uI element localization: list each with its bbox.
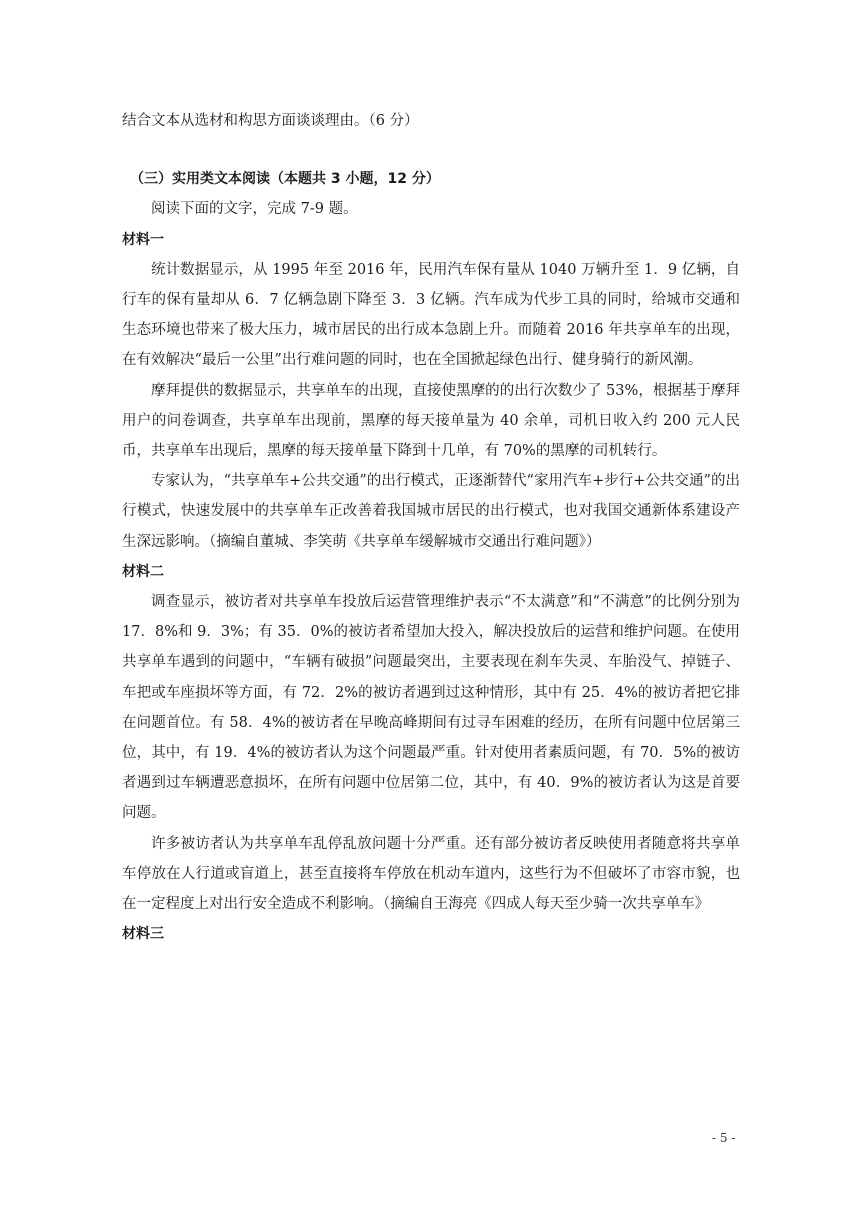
material1-heading: 材料一 (122, 231, 164, 248)
material1-paragraph: 摩拜提供的数据显示，共享单车的出现，直接使黑摩的的出行次数少了 53%，根据基于摩拜用户的问卷调查，共享单车出现前，黑摩的每天接单量为 40 余单，司机日收入约 200 元人民币，共享单车出现后，黑摩的每天接单量下降到十几单，有 70%的黑摩的司机转行。 (122, 382, 740, 460)
material2-heading: 材料二 (122, 563, 164, 580)
page-content (122, 106, 740, 949)
material2-paragraph: 许多被访者认为共享单车乱停乱放问题十分严重。还有部分被访者反映使用者随意将共享单车停放在人行道或盲道上，甚至直接将车停放在机动车道内，这些行为不但破坏了市容市貌，也在一定程度上对出行安全造成不利影响。（摘编自王海亮《四成人每天至少骑一次共享单车》 (122, 835, 740, 913)
question-tail: 结合文本从选材和构思方面谈谈理由。（6 分） (122, 113, 419, 129)
material2-paragraph: 调查显示，被访者对共享单车投放后运营管理维护表示“不太满意”和“不满意”的比例分别为 17．8%和 9．3%；有 35．0%的被访者希望加大投入，解决投放后的运营和维护问题。在使用共享单车遇到的问题中，“车辆有破损”问题最突出，主要表现在刹车失灵、车胎没气、掉链子、车把或车座损坏等方面，有 72．2%的被访者遇到过这种情形，其中有 25．4%的被访者把它排在问题首位。有 58．4%的被访者在早晚高峰期间有过寻车困难的经历，在所有问题中位居第三位，其中，有 19．4%的被访者认为这个问题最严重。针对使用者素质问题，有 70．5%的被访者遇到过车辆遭恶意损坏，在所有问题中位居第二位，其中，有 40．9%的被访者认为这是首要问题。 (122, 594, 740, 822)
material3-heading: 材料三 (122, 926, 164, 943)
material1-paragraph: 专家认为，“共享单车+公共交通”的出行模式，正逐渐替代“家用汽车+步行+公共交通”的出行模式，快速发展中的共享单车正改善着我国城市居民的出行模式，也对我国交通新体系建设产生深远影响。（摘编自董城、李笑萌《共享单车缓解城市交通出行难问题》） (122, 473, 740, 550)
material1-paragraph: 统计数据显示，从 1995 年至 2016 年，民用汽车保有量从 1040 万辆升至 1．9 亿辆，自行车的保有量却从 6．7 亿辆急剧下降至 3．3 亿辆。汽车成为代步工具的同时，给城市交通和生态环境也带来了极大压力，城市居民的出行成本急剧上升。而随着 2016 年共享单车的出现，在有效解决“最后一公里”出行难问题的同时，也在全国掀起绿色出行、健身骑行的新风潮。 (122, 261, 740, 369)
page-number: - 5 - (712, 1131, 736, 1145)
section-title: （三）实用类文本阅读（本题共 3 小题，12 分） (130, 171, 440, 188)
instruction: 阅读下面的文字，完成 7-9 题。 (151, 201, 358, 218)
